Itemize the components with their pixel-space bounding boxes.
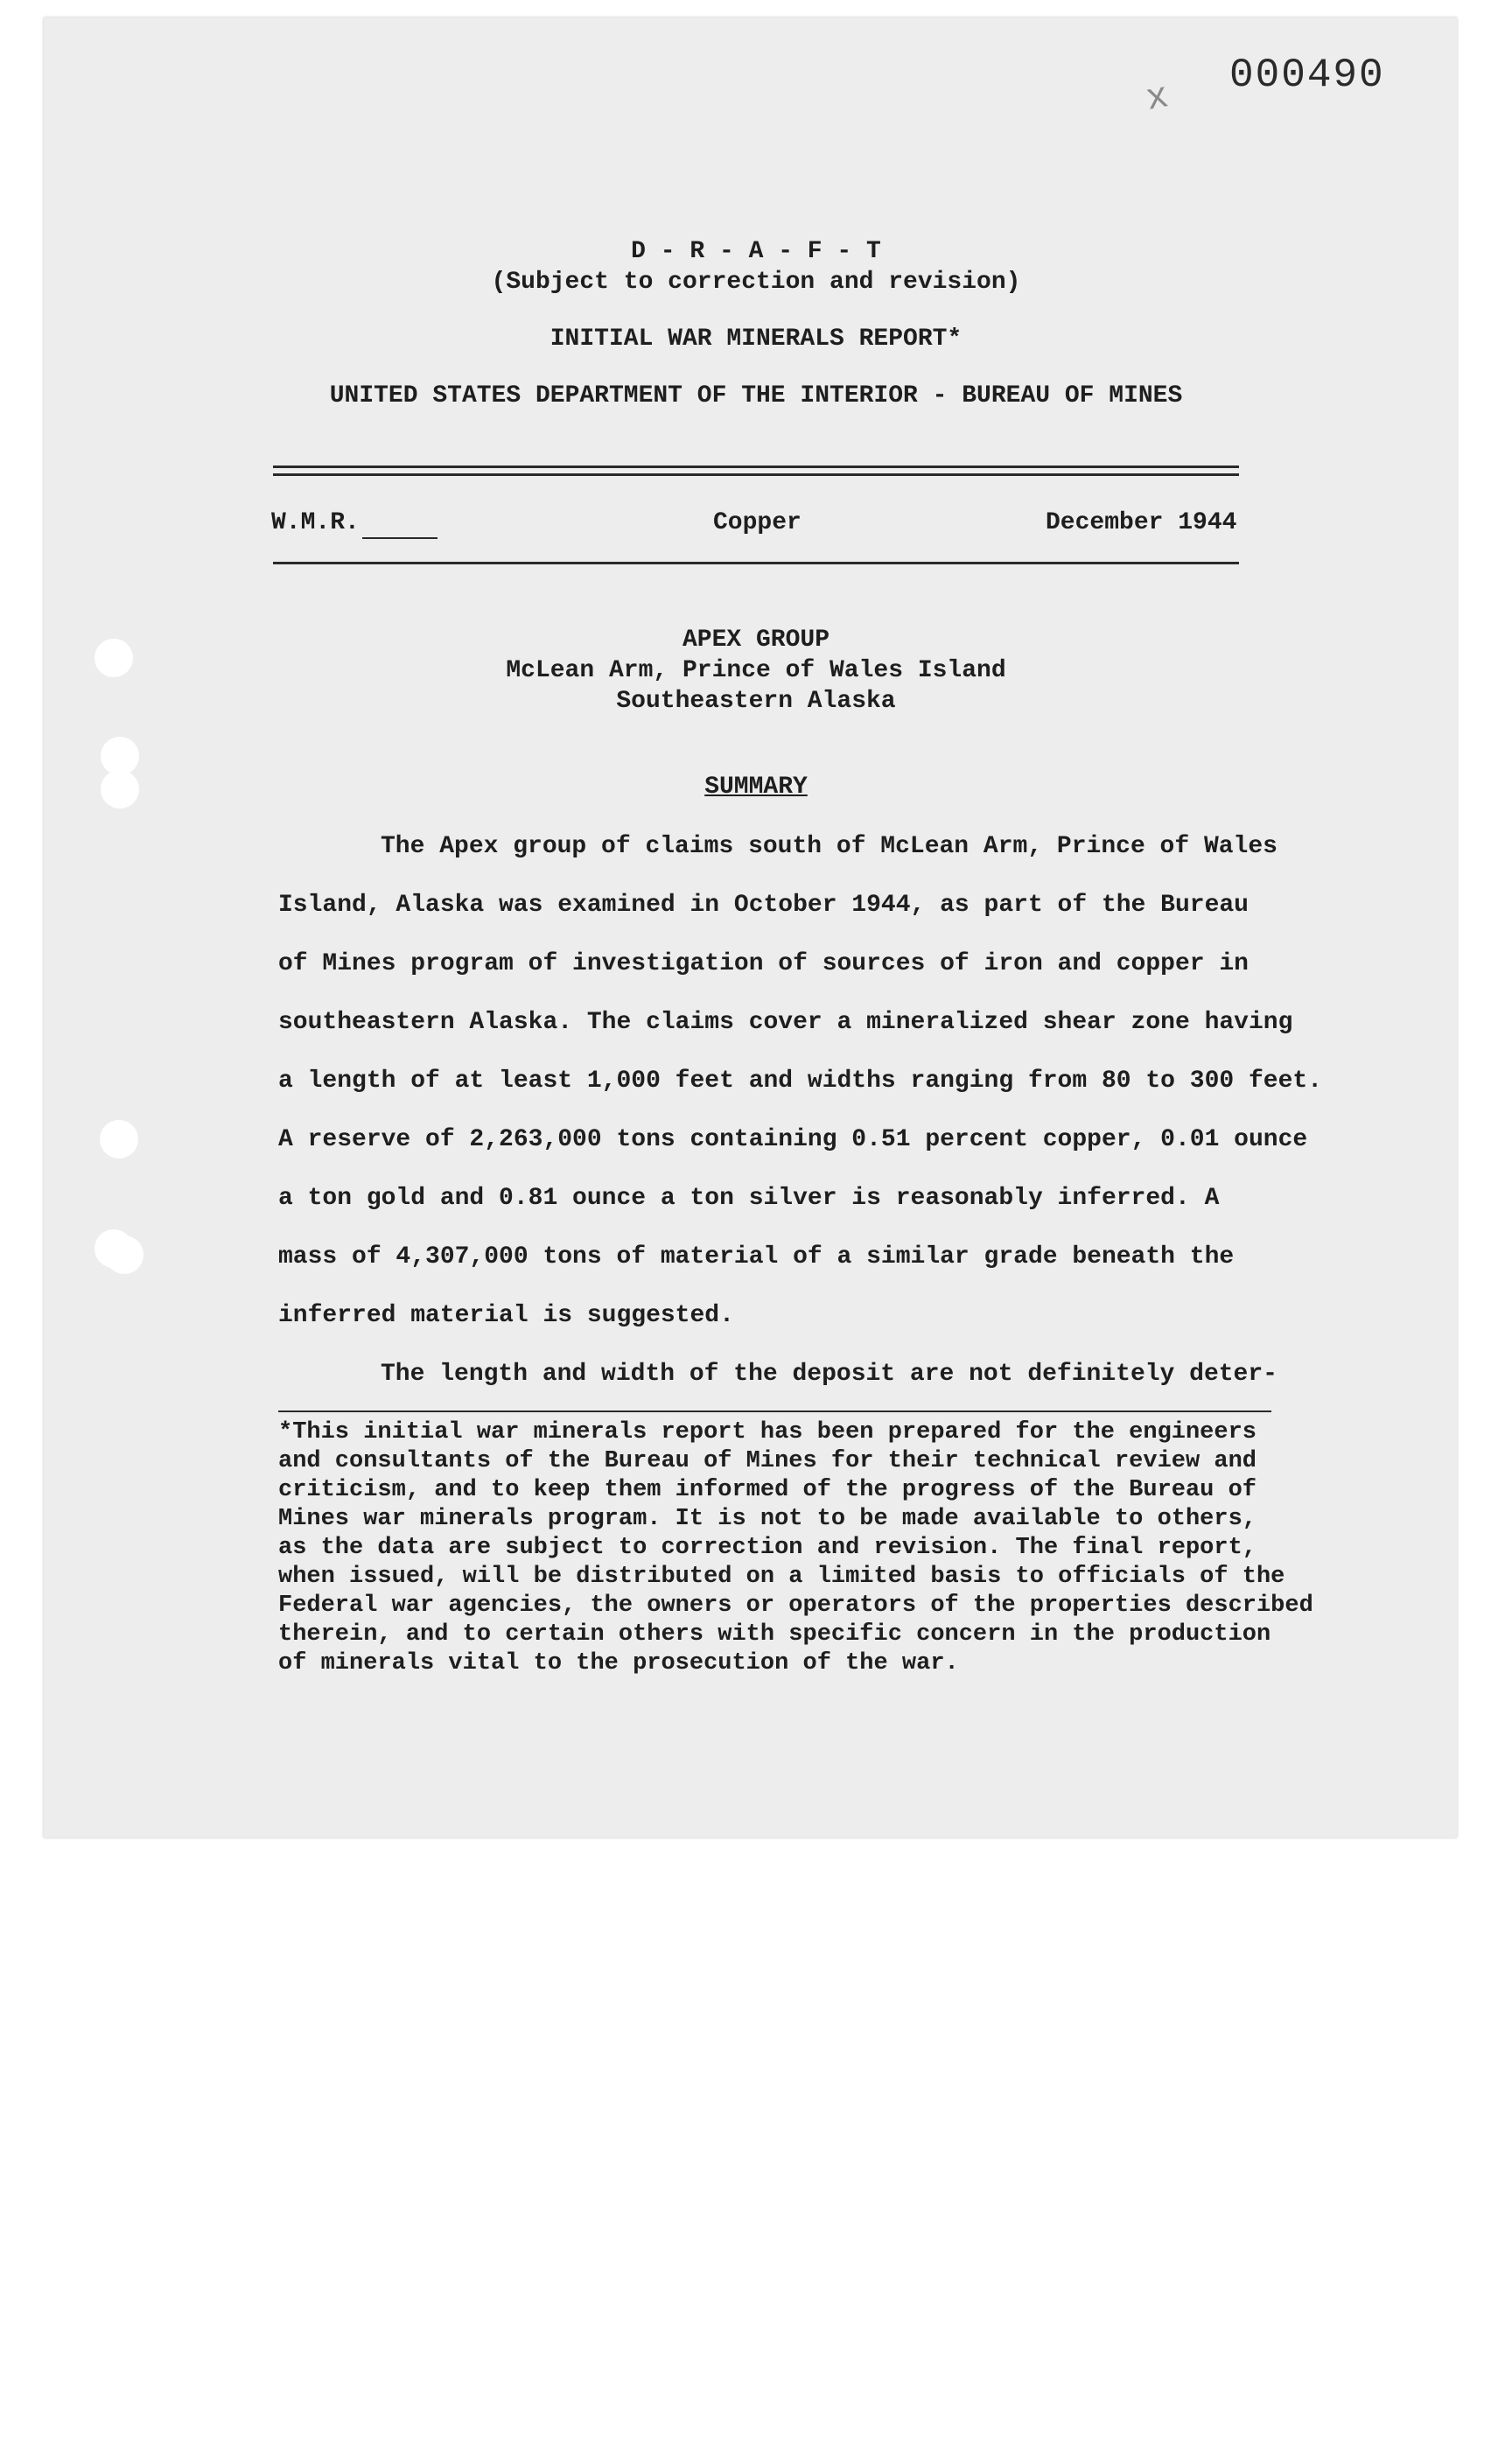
- location-group: APEX GROUP: [682, 626, 830, 654]
- document-number: 000490: [1229, 52, 1385, 98]
- subject-line: (Subject to correction and revision): [491, 269, 1021, 296]
- wmr-blank-line: [362, 537, 438, 539]
- summary-line: The length and width of the deposit are not definitely deter-: [381, 1361, 1278, 1388]
- commodity: Copper: [713, 509, 802, 536]
- header-rule: [273, 466, 1239, 468]
- footnote-line: *This initial war minerals report has been prepared for the engineers: [278, 1419, 1256, 1446]
- summary-line: Island, Alaska was examined in October 1944, as part of the Bureau: [278, 892, 1249, 919]
- punch-hole: [105, 1236, 144, 1274]
- punch-hole: [100, 1120, 138, 1158]
- report-date: December 1944: [1046, 509, 1237, 536]
- footnote-line: when issued, will be distributed on a limited basis to officials of the: [278, 1564, 1285, 1590]
- pencil-mark: x: [1143, 75, 1172, 121]
- summary-line: a ton gold and 0.81 ounce a ton silver is reasonably inferred. A: [278, 1185, 1220, 1212]
- summary-line: inferred material is suggested.: [278, 1302, 734, 1329]
- summary-line: southeastern Alaska. The claims cover a mineralized shear zone having: [278, 1009, 1293, 1036]
- footnote-line: Mines war minerals program. It is not to be made available to others,: [278, 1506, 1256, 1532]
- footnote-line: of minerals vital to the prosecution of the war.: [278, 1650, 959, 1676]
- summary-heading: SUMMARY: [704, 774, 808, 801]
- summary-line: The Apex group of claims south of McLean Arm, Prince of Wales: [381, 833, 1278, 860]
- location-area: McLean Arm, Prince of Wales Island: [506, 657, 1006, 684]
- summary-line: of Mines program of investigation of sources of iron and copper in: [278, 950, 1249, 977]
- wmr-label: W.M.R.: [271, 509, 360, 536]
- footnote-line: therein, and to certain others with specific concern in the production: [278, 1621, 1271, 1648]
- department-line: UNITED STATES DEPARTMENT OF THE INTERIOR - BUREAU OF MINES: [329, 382, 1183, 410]
- header-rule: [273, 473, 1239, 476]
- footnote-line: Federal war agencies, the owners or operators of the properties described: [278, 1592, 1313, 1619]
- report-title: INITIAL WAR MINERALS REPORT*: [550, 326, 962, 353]
- footnote-rule: [278, 1410, 1271, 1412]
- footnote-line: and consultants of the Bureau of Mines for their technical review and: [278, 1448, 1256, 1474]
- footnote-line: as the data are subject to correction and revision. The final report,: [278, 1535, 1256, 1561]
- summary-line: mass of 4,307,000 tons of material of a similar grade beneath the: [278, 1243, 1235, 1270]
- footnote-line: criticism, and to keep them informed of the progress of the Bureau of: [278, 1477, 1256, 1503]
- summary-line: a length of at least 1,000 feet and widths ranging from 80 to 300 feet.: [278, 1068, 1322, 1095]
- summary-line: A reserve of 2,263,000 tons containing 0.51 percent copper, 0.01 ounce: [278, 1126, 1308, 1153]
- draft-heading: D - R - A - F - T: [631, 238, 881, 265]
- meta-rule: [273, 562, 1239, 564]
- location-region: Southeastern Alaska: [616, 688, 896, 715]
